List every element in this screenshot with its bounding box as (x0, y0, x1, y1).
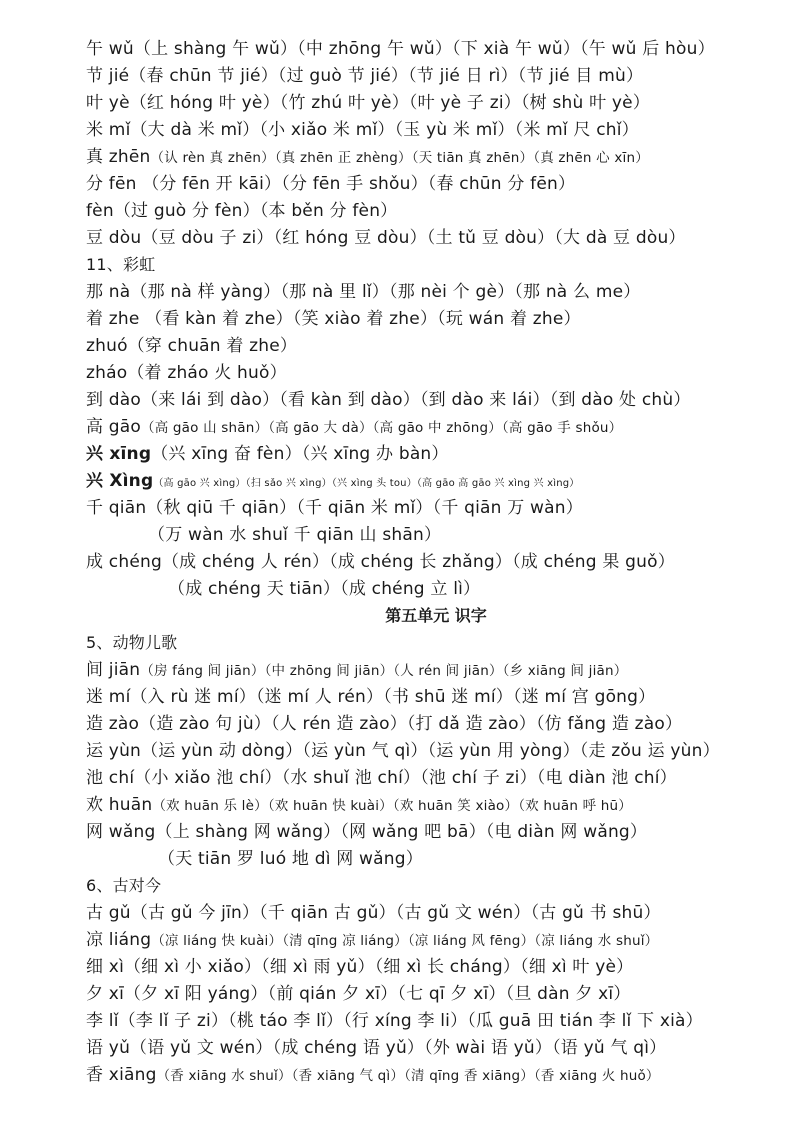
entry-gao (86, 414, 622, 441)
section-title: 第五单元 识字 (385, 606, 487, 625)
entry-head: 香 xiāng (86, 1065, 157, 1085)
entry-zhuo: zhuó（穿 chuān 着 zhe） (86, 336, 298, 356)
entry-zhe: 着 zhe （看 kàn 着 zhe）（笑 xiào 着 zhe）（玩 wán 着 zhe） (86, 309, 581, 329)
entry-xi1: 夕 xī（夕 xī 阳 yáng）（前 qián 夕 xī）（七 qī 夕 xī）（旦 dàn 夕 xī） (86, 984, 631, 1004)
entry-words: （房 fáng 间 jiān）（中 zhōng 间 jiān）（人 rén 间 jiān）（乡 xiāng 间 jiān） (140, 663, 628, 679)
entry-jian (86, 657, 627, 684)
entry-yun: 运 yùn（运 yùn 动 dòng）（运 yùn 气 qì）（运 yùn 用 yòng）（走 zǒu 运 yùn） (86, 741, 720, 761)
entry-ye: 叶 yè（红 hóng 叶 yè）（竹 zhú 叶 yè）（叶 yè 子 zi）（树 shù 叶 yè） (86, 93, 651, 113)
entry-wu: 午 wǔ（上 shàng 午 wǔ）（中 zhōng 午 wǔ）（下 xià 午 wǔ）（午 wǔ 后 hòu） (86, 39, 715, 59)
entry-words: （认 rèn 真 zhēn）（真 zhēn 正 zhèng）（天 tiān 真 zhēn）（真 zhēn 心 xīn） (150, 150, 649, 166)
entry-head: 兴 xīng (86, 444, 152, 464)
entry-yu: 语 yǔ（语 yǔ 文 wén）（成 chéng 语 yǔ）（外 wài 语 yǔ）（语 yǔ 气 qì） (86, 1038, 667, 1058)
entry-words: （凉 liáng 快 kuài）（清 qīng 凉 liáng）（凉 liáng 风 fēng）（凉 liáng 水 shuǐ） (151, 933, 659, 949)
entry-na: 那 nà（那 nà 样 yàng）（那 nà 里 lǐ）（那 nèi 个 gè）（那 nà 么 me） (86, 282, 641, 302)
entry-qian: 千 qiān（秋 qiū 千 qiān）（千 qiān 米 mǐ）（千 qiān 万 wàn） (86, 498, 583, 518)
entry-dou: 豆 dòu（豆 dòu 子 zi）（红 hóng 豆 dòu）（土 tǔ 豆 dòu）（大 dà 豆 dòu） (86, 228, 686, 248)
entry-qian-cont: （万 wàn 水 shuǐ 千 qiān 山 shān） (148, 525, 442, 545)
entry-head: 真 zhēn (86, 147, 151, 167)
entry-huan (86, 792, 632, 819)
entry-xiang (86, 1062, 660, 1089)
entry-head: 欢 huān (86, 795, 153, 815)
entry-words: （兴 xīng 奋 fèn）（兴 xīng 办 bàn） (151, 444, 449, 464)
entry-xing1 (86, 441, 449, 467)
entry-wang-cont: （天 tiān 罗 luó 地 dì 网 wǎng） (158, 849, 423, 869)
entry-words: （高 gāo 兴 xìng）（扫 sǎo 兴 xìng）（兴 xìng 头 tou）（高 gāo 高 gāo 兴 xìng 兴 xìng） (153, 478, 580, 489)
entry-xi4: 细 xì（细 xì 小 xiǎo）（细 xì 雨 yǔ）（细 xì 长 cháng）（细 xì 叶 yè） (86, 957, 634, 977)
lesson-heading: 5、动物儿歌 (86, 633, 178, 652)
entry-zhen (86, 144, 649, 171)
entry-words: （高 gāo 山 shān）（高 gāo 大 dà）（高 gāo 中 zhōng）（高 gāo 手 shǒu） (141, 420, 623, 436)
entry-mi: 米 mǐ（大 dà 米 mǐ）（小 xiǎo 米 mǐ）（玉 yù 米 mǐ）（米 mǐ 尺 chǐ） (86, 120, 639, 140)
entry-cheng-cont: （成 chéng 天 tiān）（成 chéng 立 lì） (168, 579, 481, 599)
entry-zhao: zháo（着 zháo 火 huǒ） (86, 363, 287, 383)
entry-chi: 池 chí（小 xiǎo 池 chí）（水 shuǐ 池 chí）（池 chí 子 zi）（电 diàn 池 chí） (86, 768, 677, 788)
entry-dao: 到 dào（来 lái 到 dào）（看 kàn 到 dào）（到 dào 来 lái）（到 dào 处 chù） (86, 390, 691, 410)
entry-jie: 节 jié（春 chūn 节 jié）（过 guò 节 jié）（节 jié 日 rì）（节 jié 目 mù） (86, 66, 644, 86)
entry-liang (86, 927, 658, 954)
entry-zao: 造 zào（造 zào 句 jù）（人 rén 造 zào）（打 dǎ 造 zào）（仿 fǎng 造 zào） (86, 714, 683, 734)
lesson-heading: 11、彩虹 (86, 255, 156, 274)
entry-li: 李 lǐ（李 lǐ 子 zi）（桃 táo 李 lǐ）（行 xíng 李 li）（瓜 guā 田 tián 李 lǐ 下 xià） (86, 1011, 703, 1031)
entry-fen4: fèn（过 guò 分 fèn）（本 běn 分 fèn） (86, 201, 398, 221)
entry-mi2: 迷 mí（入 rù 迷 mí）（迷 mí 人 rén）（书 shū 迷 mí）（迷 mí 宫 gōng） (86, 687, 656, 707)
entry-words: （欢 huān 乐 lè）（欢 huān 快 kuài）（欢 huān 笑 xiào）（欢 huān 呼 hū） (152, 798, 632, 814)
entry-gu: 古 gǔ（古 gǔ 今 jīn）（千 qiān 古 gǔ）（古 gǔ 文 wén）（古 gǔ 书 shū） (86, 903, 661, 923)
entry-head: 凉 liáng (86, 930, 152, 950)
entry-fen: 分 fēn （分 fēn 开 kāi）（分 fēn 手 shǒu）（春 chūn 分 fēn） (86, 174, 576, 194)
entry-cheng: 成 chéng（成 chéng 人 rén）（成 chéng 长 zhǎng）（成 chéng 果 guǒ） (86, 552, 675, 572)
entry-xing4 (86, 468, 580, 497)
entry-words: （香 xiāng 水 shuǐ）（香 xiāng 气 qì）（清 qīng 香 xiāng）（香 xiāng 火 huǒ） (156, 1068, 660, 1084)
lesson-heading: 6、古对今 (86, 876, 162, 895)
entry-wang: 网 wǎng（上 shàng 网 wǎng）（网 wǎng 吧 bā）（电 diàn 网 wǎng） (86, 822, 648, 842)
entry-head: 高 gāo (86, 417, 142, 437)
entry-head: 间 jiān (86, 660, 141, 680)
entry-head: 兴 Xìng (86, 471, 154, 491)
